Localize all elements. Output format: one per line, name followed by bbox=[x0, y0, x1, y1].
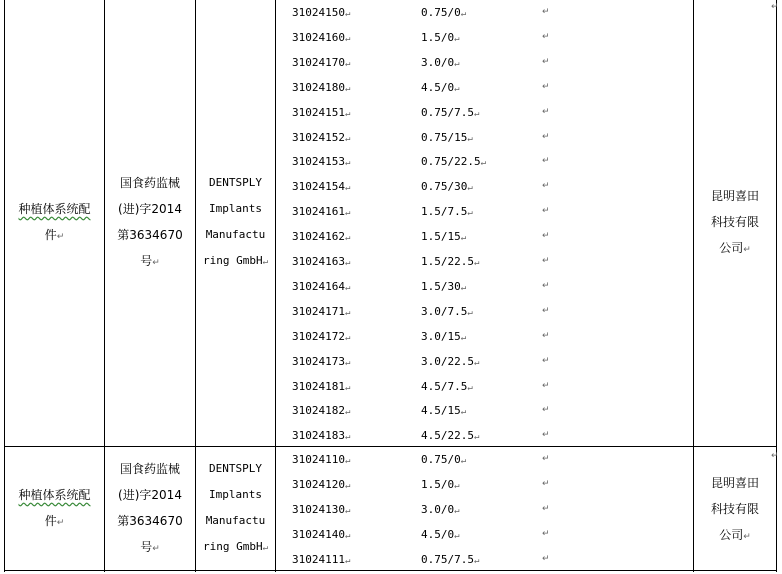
product-name-line: 种植体系统配 bbox=[18, 488, 91, 502]
product-code-text: 31024172 bbox=[292, 329, 345, 343]
product-spec-text: 4.5/0 bbox=[421, 527, 455, 541]
product-code bbox=[292, 0, 350, 27]
product-spec-text: 1.5/7.5 bbox=[421, 205, 468, 219]
empty-cell-mark-icon: ↵ bbox=[542, 106, 550, 117]
product-code bbox=[292, 398, 350, 425]
product-spec bbox=[421, 125, 473, 152]
product-code bbox=[292, 174, 350, 201]
product-code bbox=[292, 324, 350, 351]
paragraph-mark-icon: ↵ bbox=[473, 357, 480, 368]
product-spec bbox=[421, 149, 486, 176]
paragraph-mark-icon: ↵ bbox=[460, 456, 467, 466]
table-row bbox=[0, 398, 782, 423]
product-name-line: 种植体系统配 bbox=[18, 202, 91, 216]
registration-line: (进)字2014 bbox=[118, 488, 182, 502]
empty-cell-mark-icon: ↵ bbox=[542, 503, 550, 514]
paragraph-mark-icon: ↵ bbox=[460, 282, 467, 293]
product-spec bbox=[421, 75, 460, 102]
product-code bbox=[292, 249, 350, 276]
paragraph-mark-icon: ↵ bbox=[454, 505, 460, 516]
product-spec bbox=[421, 0, 466, 27]
paragraph-mark-icon: ↵ bbox=[56, 518, 65, 528]
product-spec bbox=[421, 324, 466, 351]
product-spec bbox=[421, 100, 479, 127]
paragraph-mark-icon: ↵ bbox=[344, 108, 351, 119]
registration-line: (进)字2014 bbox=[118, 202, 182, 216]
product-code bbox=[292, 25, 350, 52]
table-row bbox=[0, 75, 782, 100]
empty-cell-mark-icon: ↵ bbox=[542, 280, 550, 291]
product-code-text: 31024183 bbox=[292, 429, 345, 443]
paragraph-mark-icon: ↵ bbox=[56, 232, 65, 242]
paragraph-mark-icon: ↵ bbox=[454, 480, 460, 491]
empty-cell-mark-icon: ↵ bbox=[542, 405, 550, 416]
registration-line: 第3634670 bbox=[117, 514, 183, 528]
product-code-text: 31024163 bbox=[292, 255, 345, 268]
paragraph-mark-icon: ↵ bbox=[454, 83, 460, 94]
product-code-text: 31024154 bbox=[292, 180, 345, 194]
manufacturer-line: ring GmbH bbox=[202, 254, 263, 267]
paragraph-mark-icon: ↵ bbox=[473, 108, 480, 119]
paragraph-mark-icon: ↵ bbox=[344, 480, 351, 491]
paragraph-mark-icon: ↵ bbox=[344, 183, 351, 194]
empty-cell-mark-icon: ↵ bbox=[542, 206, 550, 217]
paragraph-mark-icon: ↵ bbox=[344, 83, 351, 94]
agent-line: 昆明喜田 bbox=[710, 189, 759, 203]
paragraph-mark-icon: ↵ bbox=[467, 382, 473, 393]
product-spec-text: 4.5/22.5 bbox=[421, 429, 474, 443]
product-code-text: 31024153 bbox=[292, 155, 345, 169]
registration-line: 国食药监械 bbox=[119, 176, 180, 190]
table-row bbox=[0, 199, 782, 224]
product-code bbox=[292, 374, 350, 401]
table-row bbox=[0, 423, 782, 448]
paragraph-mark-icon: ↵ bbox=[344, 33, 351, 44]
product-spec-text: 1.5/15 bbox=[421, 230, 461, 244]
product-code-text: 31024164 bbox=[292, 279, 345, 293]
table-row bbox=[0, 324, 782, 349]
product-spec bbox=[421, 299, 473, 326]
product-spec bbox=[421, 50, 460, 77]
product-spec-text: 1.5/22.5 bbox=[421, 255, 474, 268]
product-spec-text: 3.0/7.5 bbox=[421, 304, 468, 318]
paragraph-mark-icon: ↵ bbox=[460, 407, 467, 418]
empty-cell-mark-icon: ↵ bbox=[542, 380, 550, 391]
paragraph-mark-icon: ↵ bbox=[467, 208, 473, 219]
product-name-line: 件 bbox=[44, 514, 57, 528]
row-end-mark-icon: ↵ bbox=[771, 451, 779, 461]
product-spec-text: 1.5/30 bbox=[421, 279, 461, 293]
empty-cell-mark-icon: ↵ bbox=[542, 305, 550, 316]
product-spec bbox=[421, 349, 479, 376]
paragraph-mark-icon: ↵ bbox=[344, 332, 351, 343]
product-code-text: 31024140 bbox=[292, 527, 345, 541]
table-row bbox=[0, 497, 782, 522]
product-code bbox=[292, 224, 350, 251]
product-code bbox=[292, 349, 350, 376]
product-code-text: 31024181 bbox=[292, 379, 345, 393]
empty-cell-mark-icon: ↵ bbox=[542, 553, 550, 564]
empty-cell-mark-icon: ↵ bbox=[542, 430, 550, 441]
paragraph-mark-icon: ↵ bbox=[473, 432, 480, 443]
empty-cell-mark-icon: ↵ bbox=[542, 231, 550, 242]
product-code-text: 31024150 bbox=[292, 6, 345, 19]
product-spec bbox=[421, 25, 460, 52]
agent-line: 科技有限 bbox=[710, 215, 759, 229]
row-end-mark-icon: ↵ bbox=[771, 2, 779, 12]
product-code-text: 31024152 bbox=[292, 130, 345, 144]
paragraph-mark-icon: ↵ bbox=[454, 33, 460, 44]
table-row bbox=[0, 249, 782, 274]
table-row bbox=[0, 125, 782, 150]
paragraph-mark-icon: ↵ bbox=[344, 555, 351, 566]
product-spec bbox=[421, 398, 466, 425]
paragraph-mark-icon: ↵ bbox=[344, 133, 351, 144]
table-row bbox=[0, 0, 782, 25]
product-code-text: 31024130 bbox=[292, 502, 345, 516]
paragraph-mark-icon: ↵ bbox=[460, 9, 467, 19]
table-row bbox=[0, 547, 782, 572]
paragraph-mark-icon: ↵ bbox=[467, 133, 473, 144]
product-code bbox=[292, 522, 350, 549]
product-code bbox=[292, 472, 350, 499]
product-spec-text: 0.75/7.5 bbox=[421, 105, 474, 119]
product-code bbox=[292, 149, 350, 176]
paragraph-mark-icon: ↵ bbox=[467, 183, 473, 194]
product-spec bbox=[421, 472, 460, 499]
paragraph-mark-icon: ↵ bbox=[262, 543, 269, 553]
paragraph-mark-icon: ↵ bbox=[344, 530, 351, 541]
table-row bbox=[0, 349, 782, 374]
product-name-line: 件 bbox=[44, 228, 57, 242]
empty-cell-mark-icon: ↵ bbox=[542, 56, 550, 67]
table-row bbox=[0, 100, 782, 125]
empty-cell-mark-icon: ↵ bbox=[542, 478, 550, 489]
product-code-text: 31024111 bbox=[292, 552, 345, 566]
table-row bbox=[0, 25, 782, 50]
paragraph-mark-icon: ↵ bbox=[344, 307, 351, 318]
paragraph-mark-icon: ↵ bbox=[344, 9, 351, 19]
manufacturer-line: DENTSPLY bbox=[209, 462, 262, 475]
product-code-text: 31024110 bbox=[292, 453, 345, 466]
empty-cell-mark-icon: ↵ bbox=[542, 330, 550, 341]
product-spec-text: 1.5/0 bbox=[421, 477, 455, 491]
product-spec bbox=[421, 547, 479, 574]
product-code bbox=[292, 100, 350, 127]
table-row bbox=[0, 50, 782, 75]
product-code bbox=[292, 50, 350, 77]
product-spec bbox=[421, 274, 466, 301]
manufacturer-line: Manufactu bbox=[205, 228, 266, 241]
product-spec-text: 0.75/7.5 bbox=[421, 552, 474, 566]
product-spec-text: 4.5/0 bbox=[421, 80, 455, 94]
product-code-text: 31024161 bbox=[292, 205, 345, 219]
paragraph-mark-icon: ↵ bbox=[262, 257, 269, 267]
product-code-text: 31024173 bbox=[292, 354, 345, 368]
product-spec bbox=[421, 224, 466, 251]
paragraph-mark-icon: ↵ bbox=[344, 258, 351, 268]
table-row bbox=[0, 149, 782, 174]
empty-cell-mark-icon: ↵ bbox=[542, 181, 550, 192]
empty-cell-mark-icon: ↵ bbox=[542, 454, 550, 464]
agent-line: 公司 bbox=[719, 241, 744, 255]
manufacturer-line: DENTSPLY bbox=[209, 176, 262, 189]
product-spec bbox=[421, 447, 466, 474]
empty-cell-mark-icon: ↵ bbox=[542, 31, 550, 42]
paragraph-mark-icon: ↵ bbox=[460, 332, 467, 343]
empty-cell-mark-icon: ↵ bbox=[542, 156, 550, 167]
product-code-text: 31024160 bbox=[292, 30, 345, 44]
product-code-text: 31024162 bbox=[292, 230, 345, 244]
paragraph-mark-icon: ↵ bbox=[473, 258, 480, 268]
product-code bbox=[292, 199, 350, 226]
product-spec-text: 1.5/0 bbox=[421, 30, 455, 44]
manufacturer-line: Implants bbox=[209, 202, 262, 215]
registration-line: 国食药监械 bbox=[119, 462, 180, 476]
product-code-text: 31024180 bbox=[292, 80, 345, 94]
manufacturer-line: ring GmbH bbox=[202, 540, 263, 553]
product-code-text: 31024171 bbox=[292, 304, 345, 318]
manufacturer-line: Manufactu bbox=[205, 514, 266, 527]
table-row bbox=[0, 299, 782, 324]
paragraph-mark-icon: ↵ bbox=[743, 245, 751, 255]
paragraph-mark-icon: ↵ bbox=[344, 357, 351, 368]
product-code bbox=[292, 274, 350, 301]
paragraph-mark-icon: ↵ bbox=[467, 307, 473, 318]
product-spec-text: 3.0/15 bbox=[421, 329, 461, 343]
product-spec-text: 0.75/0 bbox=[421, 6, 461, 19]
paragraph-mark-icon: ↵ bbox=[344, 382, 351, 393]
paragraph-mark-icon: ↵ bbox=[152, 544, 160, 554]
paragraph-mark-icon: ↵ bbox=[344, 505, 351, 516]
product-code-text: 31024170 bbox=[292, 55, 345, 69]
paragraph-mark-icon: ↵ bbox=[344, 158, 351, 169]
product-spec bbox=[421, 522, 460, 549]
paragraph-mark-icon: ↵ bbox=[344, 233, 351, 244]
product-code bbox=[292, 299, 350, 326]
table-row bbox=[0, 472, 782, 497]
product-spec bbox=[421, 199, 473, 226]
paragraph-mark-icon: ↵ bbox=[344, 432, 351, 443]
paragraph-mark-icon: ↵ bbox=[344, 282, 351, 293]
product-code bbox=[292, 125, 350, 152]
agent-line: 科技有限 bbox=[710, 502, 759, 516]
paragraph-mark-icon: ↵ bbox=[480, 158, 487, 169]
registration-line: 第3634670 bbox=[117, 228, 183, 242]
product-spec-text: 4.5/15 bbox=[421, 404, 461, 418]
empty-cell-mark-icon: ↵ bbox=[542, 131, 550, 142]
registration-line: 号 bbox=[140, 540, 153, 554]
paragraph-mark-icon: ↵ bbox=[344, 407, 351, 418]
empty-cell-mark-icon: ↵ bbox=[542, 528, 550, 539]
product-spec bbox=[421, 174, 473, 201]
paragraph-mark-icon: ↵ bbox=[344, 58, 351, 69]
empty-cell-mark-icon: ↵ bbox=[542, 7, 550, 17]
agent-line: 公司 bbox=[719, 528, 744, 542]
product-spec-text: 4.5/7.5 bbox=[421, 379, 468, 393]
product-code-text: 31024120 bbox=[292, 477, 345, 491]
table-row bbox=[0, 174, 782, 199]
product-code-text: 31024151 bbox=[292, 105, 345, 119]
product-code bbox=[292, 547, 350, 574]
table-row bbox=[0, 224, 782, 249]
table-row bbox=[0, 374, 782, 399]
product-code bbox=[292, 497, 350, 524]
paragraph-mark-icon: ↵ bbox=[152, 258, 160, 268]
registration-line: 号 bbox=[140, 254, 153, 268]
empty-cell-mark-icon: ↵ bbox=[542, 256, 550, 266]
product-spec-text: 0.75/15 bbox=[421, 130, 468, 144]
paragraph-mark-icon: ↵ bbox=[454, 530, 460, 541]
product-spec bbox=[421, 497, 460, 524]
product-spec bbox=[421, 249, 479, 276]
product-code-text: 31024182 bbox=[292, 404, 345, 418]
empty-cell-mark-icon: ↵ bbox=[542, 81, 550, 92]
paragraph-mark-icon: ↵ bbox=[454, 58, 460, 69]
empty-cell-mark-icon: ↵ bbox=[542, 355, 550, 366]
paragraph-mark-icon: ↵ bbox=[344, 456, 351, 466]
manufacturer-line: Implants bbox=[209, 488, 262, 501]
product-spec-text: 3.0/0 bbox=[421, 55, 455, 69]
product-spec-text: 0.75/22.5 bbox=[421, 155, 481, 169]
product-spec-text: 3.0/22.5 bbox=[421, 354, 474, 368]
product-code bbox=[292, 447, 350, 474]
agent-line: 昆明喜田 bbox=[710, 476, 759, 490]
table-row bbox=[0, 447, 782, 472]
product-spec bbox=[421, 374, 473, 401]
product-spec-text: 0.75/30 bbox=[421, 180, 468, 194]
paragraph-mark-icon: ↵ bbox=[473, 555, 480, 566]
paragraph-mark-icon: ↵ bbox=[460, 233, 467, 244]
table-row bbox=[0, 274, 782, 299]
table-row bbox=[0, 522, 782, 547]
product-code bbox=[292, 75, 350, 102]
product-spec-text: 0.75/0 bbox=[421, 453, 461, 466]
product-spec-text: 3.0/0 bbox=[421, 502, 455, 516]
paragraph-mark-icon: ↵ bbox=[344, 208, 351, 219]
paragraph-mark-icon: ↵ bbox=[743, 532, 751, 542]
